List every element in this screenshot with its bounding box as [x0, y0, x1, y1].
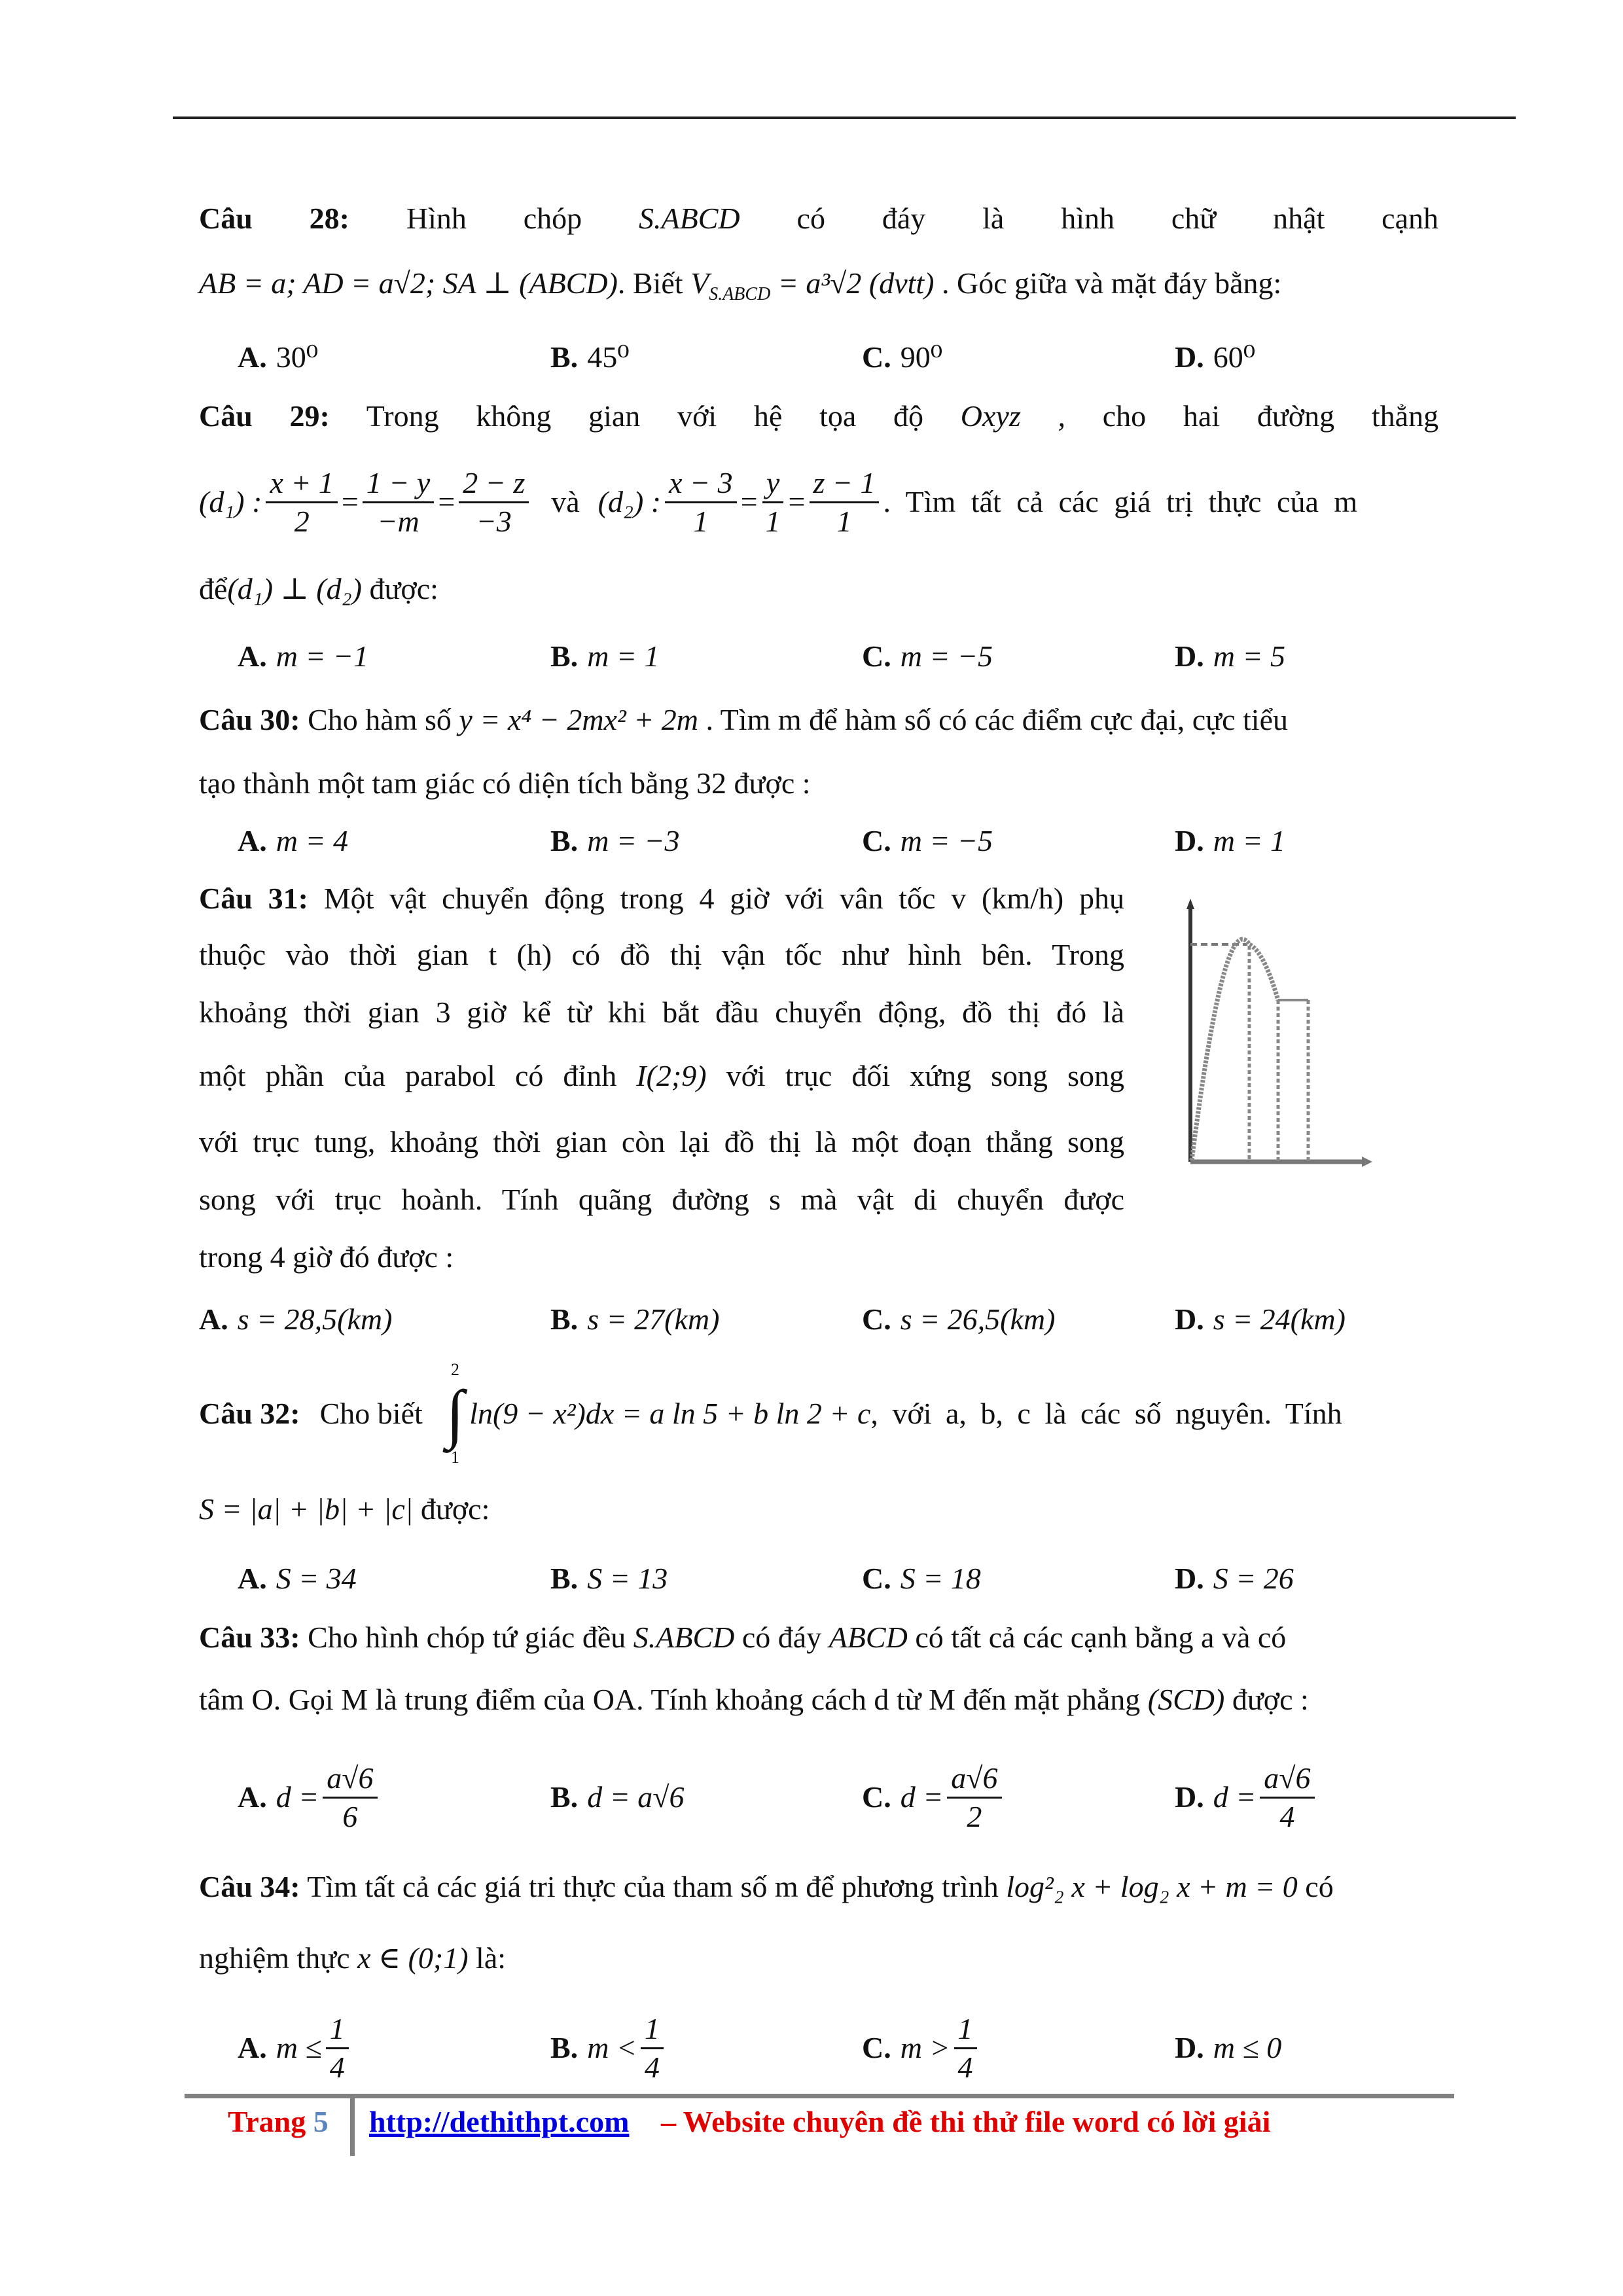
website-link[interactable]: http://dethithpt.com — [369, 2105, 630, 2138]
word: nhật — [1273, 202, 1325, 235]
word: với — [677, 399, 717, 433]
word: chữ — [1171, 202, 1217, 235]
word: chóp — [523, 202, 582, 235]
parabola-curve — [1192, 939, 1278, 1160]
fraction: $\frac{x - 3}{1}$ — [665, 465, 736, 540]
text: . Tìm m để hàm số có các điểm cực đại, cực tiểu — [698, 703, 1288, 736]
v-axis-arrow — [1186, 899, 1194, 909]
math: (d₂) : — [597, 485, 662, 518]
word: đường — [1257, 399, 1335, 433]
text: tâm O. Gọi M là trung điểm của OA. Tính khoảng cách d từ M đến mặt phẳng — [199, 1683, 1148, 1716]
text: Tìm tất cả các giá tri thực của tham số m để phương trình — [300, 1870, 1007, 1903]
word: thẳng — [1371, 399, 1439, 433]
q33-label: Câu 33: — [199, 1621, 300, 1654]
text: được: — [361, 572, 438, 605]
word: Oxyz , — [960, 399, 1065, 433]
t-axis-arrow — [1362, 1157, 1372, 1167]
fraction: $\frac{z - 1}{1}$ — [810, 465, 880, 540]
text: có tất cả các cạnh bằng a và có — [907, 1621, 1287, 1654]
word: đáy — [882, 202, 926, 235]
word: hệ — [753, 399, 783, 433]
q33-answer-d: D. d = $\frac{a√6}{4}$ — [1175, 1751, 1319, 1843]
word: hai — [1183, 399, 1221, 433]
q34-answer-c: C. m > $\frac{1}{4}$ — [862, 2002, 981, 2094]
math: (SCD) — [1147, 1683, 1225, 1716]
q31-answer-b: B. s = 27(km) — [550, 1302, 720, 1336]
q31-label: Câu 31: — [199, 882, 308, 915]
q33-answer-b: B. d = a√6 — [550, 1780, 685, 1814]
q30-line2: tạo thành một tam giác có diện tích bằng 32 được : — [199, 766, 811, 800]
q31-line6: song với trục hoành. Tính quãng đường s mà vật di chuyển được — [199, 1183, 1124, 1216]
math: x ∈ (0;1) — [357, 1941, 469, 1975]
q31-answer-a: A. s = 28,5(km) — [199, 1302, 393, 1336]
math: ln(9 − x²)dx = a ln 5 + b ln 2 + c — [469, 1397, 871, 1430]
word: cho — [1102, 399, 1147, 433]
word: độ — [893, 399, 924, 433]
text: với trục đối xứng song song — [706, 1059, 1124, 1092]
q34-answer-a: A. m ≤ $\frac{1}{4}$ — [238, 2002, 353, 2094]
q29-label: Câu 29: — [199, 399, 330, 433]
q28-answer-d: D. 60⁰ — [1175, 340, 1256, 374]
math: log²₂ x + log₂ x + m = 0 — [1006, 1870, 1298, 1903]
text: có đáy — [734, 1621, 829, 1654]
text: có — [1297, 1870, 1334, 1903]
text: Cho hình chóp tứ giác đều — [300, 1621, 633, 1654]
text: . Biết — [617, 266, 691, 300]
q31-answer-c: C. s = 26,5(km) — [862, 1302, 1056, 1336]
text: Cho hàm số — [300, 703, 459, 736]
text: được: — [413, 1492, 490, 1526]
q31-answer-d: D. s = 24(km) — [1175, 1302, 1346, 1336]
word: S.ABCD — [639, 202, 740, 235]
math: ABCD — [829, 1621, 908, 1654]
math: S = |a| + |b| + |c| — [199, 1492, 414, 1526]
q34-answer-d: D. m ≤ 0 — [1175, 2031, 1282, 2064]
q33-answer-c: C. d = $\frac{a√6}{2}$ — [862, 1751, 1006, 1843]
word: có — [796, 202, 825, 235]
word: tọa — [819, 399, 857, 433]
q30-label: Câu 30: — [199, 703, 300, 736]
fraction: $\frac{x + 1}{2}$ — [266, 465, 337, 540]
q34-line2 — [199, 1939, 1438, 1978]
fraction: $\frac{2 - z}{-3}$ — [459, 465, 529, 540]
math: = a³√2 (dvtt) — [770, 266, 935, 300]
q29-answer-b: B. m = 1 — [550, 639, 660, 673]
word: cạnh — [1382, 202, 1439, 235]
math: S.ABCD — [633, 1621, 735, 1654]
q31-line2: thuộc vào thời gian t (h) có đồ thị vận tốc như hình bên. Trong — [199, 938, 1124, 971]
q29-line2: (d₁) : $\frac{x + 1}{2}$ = $\frac{1 - y}{-m}$ = $\frac{2 - z}{-3}$ và (d₂) : $\frac{x - 3}{1}$ = $\frac{y}{1}$ = $\frac{z - 1}{1}$ . Tìm tất cả các giá trị thực của m — [199, 463, 1438, 541]
text: Cho biết — [319, 1397, 423, 1430]
q30-line1 — [199, 700, 1438, 740]
math-sub: S.ABCD — [709, 284, 771, 305]
footer-rule — [185, 2094, 1454, 2098]
fraction: $\frac{1 - y}{-m}$ — [363, 465, 434, 540]
q34-answer-b: B. m < $\frac{1}{4}$ — [550, 2002, 668, 2094]
text: được : — [1224, 1683, 1309, 1716]
math: V — [690, 266, 709, 300]
q30-answer-a: A. m = 4 — [238, 824, 348, 857]
text: Một vật chuyển động trong 4 giờ với vân tốc v (km/h) phụ — [308, 882, 1124, 915]
math: y = x⁴ − 2mx² + 2m — [459, 703, 699, 736]
q31-line3: khoảng thời gian 3 giờ kể từ khi bắt đầu chuyển động, đồ thị đó là — [199, 996, 1124, 1029]
text: một phần của parabol có đỉnh — [199, 1059, 637, 1092]
q32-answer-a: A. S = 34 — [238, 1562, 357, 1595]
q32-line1 — [199, 1355, 1482, 1473]
word: là — [982, 202, 1005, 235]
q33-line1 — [199, 1618, 1438, 1657]
math: (d₁) ⊥ (d₂) — [227, 572, 362, 605]
text: nghiệm thực — [199, 1941, 358, 1975]
q32-label: Câu 32: — [199, 1397, 300, 1430]
text: . Góc giữa và mặt đáy bằng: — [934, 266, 1282, 300]
integral-sign: 2 ∫ 1 — [446, 1360, 465, 1467]
velocity-time-graph — [1166, 886, 1380, 1181]
q28-line2 — [199, 264, 1438, 303]
q32-answer-c: C. S = 18 — [862, 1562, 981, 1595]
fraction: $\frac{y}{1}$ — [762, 465, 785, 540]
q34-label: Câu 34: — [199, 1870, 300, 1903]
text: . Tìm tất cả các giá trị thực của m — [883, 485, 1358, 518]
page-number: Trang 5 — [228, 2105, 329, 2138]
q29-answer-c: C. m = −5 — [862, 639, 993, 673]
text: là: — [468, 1941, 507, 1975]
q30-answer-c: C. m = −5 — [862, 824, 993, 857]
q28-label: Câu 28: — [199, 202, 349, 235]
q31-line4 — [199, 1056, 1124, 1096]
header-rule — [173, 117, 1516, 119]
q30-answer-b: B. m = −3 — [550, 824, 680, 857]
text: để — [199, 572, 228, 605]
word: Trong — [366, 399, 439, 433]
q28-answer-c: C. 90⁰ — [862, 340, 943, 374]
math: (d₁) : — [199, 485, 262, 518]
q34-line1 — [199, 1867, 1438, 1907]
word: Hình — [406, 202, 467, 235]
q29-line3 — [199, 569, 1438, 609]
math: I(2;9) — [636, 1059, 707, 1092]
q31-line5: với trục tung, khoảng thời gian còn lại đồ thị là một đoạn thẳng song — [199, 1125, 1124, 1158]
q31-line1 — [199, 879, 1124, 918]
q30-answer-d: D. m = 1 — [1175, 824, 1285, 857]
word: không — [476, 399, 552, 433]
footer-tagline: – Website chuyên đề thi thử file word có lời giải — [661, 2105, 1271, 2138]
q32-line2 — [199, 1490, 1438, 1529]
text: và — [551, 485, 580, 518]
q29-answer-a: A. m = −1 — [238, 639, 369, 673]
q31-line7: trong 4 giờ đó được : — [199, 1240, 454, 1274]
math: AB = a; AD = a√2; SA ⊥ (ABCD) — [199, 266, 618, 300]
q32-answer-b: B. S = 13 — [550, 1562, 668, 1595]
q28-answer-b: B. 45⁰ — [550, 340, 630, 374]
q29-answer-d: D. m = 5 — [1175, 639, 1285, 673]
footer-divider — [350, 2098, 355, 2156]
text: , với a, b, c là các số nguyên. Tính — [870, 1397, 1342, 1430]
q28-line1 — [199, 199, 1438, 238]
q33-line2 — [199, 1680, 1438, 1719]
q29-line1 — [199, 397, 1438, 436]
word: gian — [588, 399, 641, 433]
q33-answer-a: A. d = $\frac{a√6}{6}$ — [238, 1751, 382, 1843]
q28-answer-a: A. 30⁰ — [238, 340, 319, 374]
word: hình — [1061, 202, 1115, 235]
q32-answer-d: D. S = 26 — [1175, 1562, 1294, 1595]
